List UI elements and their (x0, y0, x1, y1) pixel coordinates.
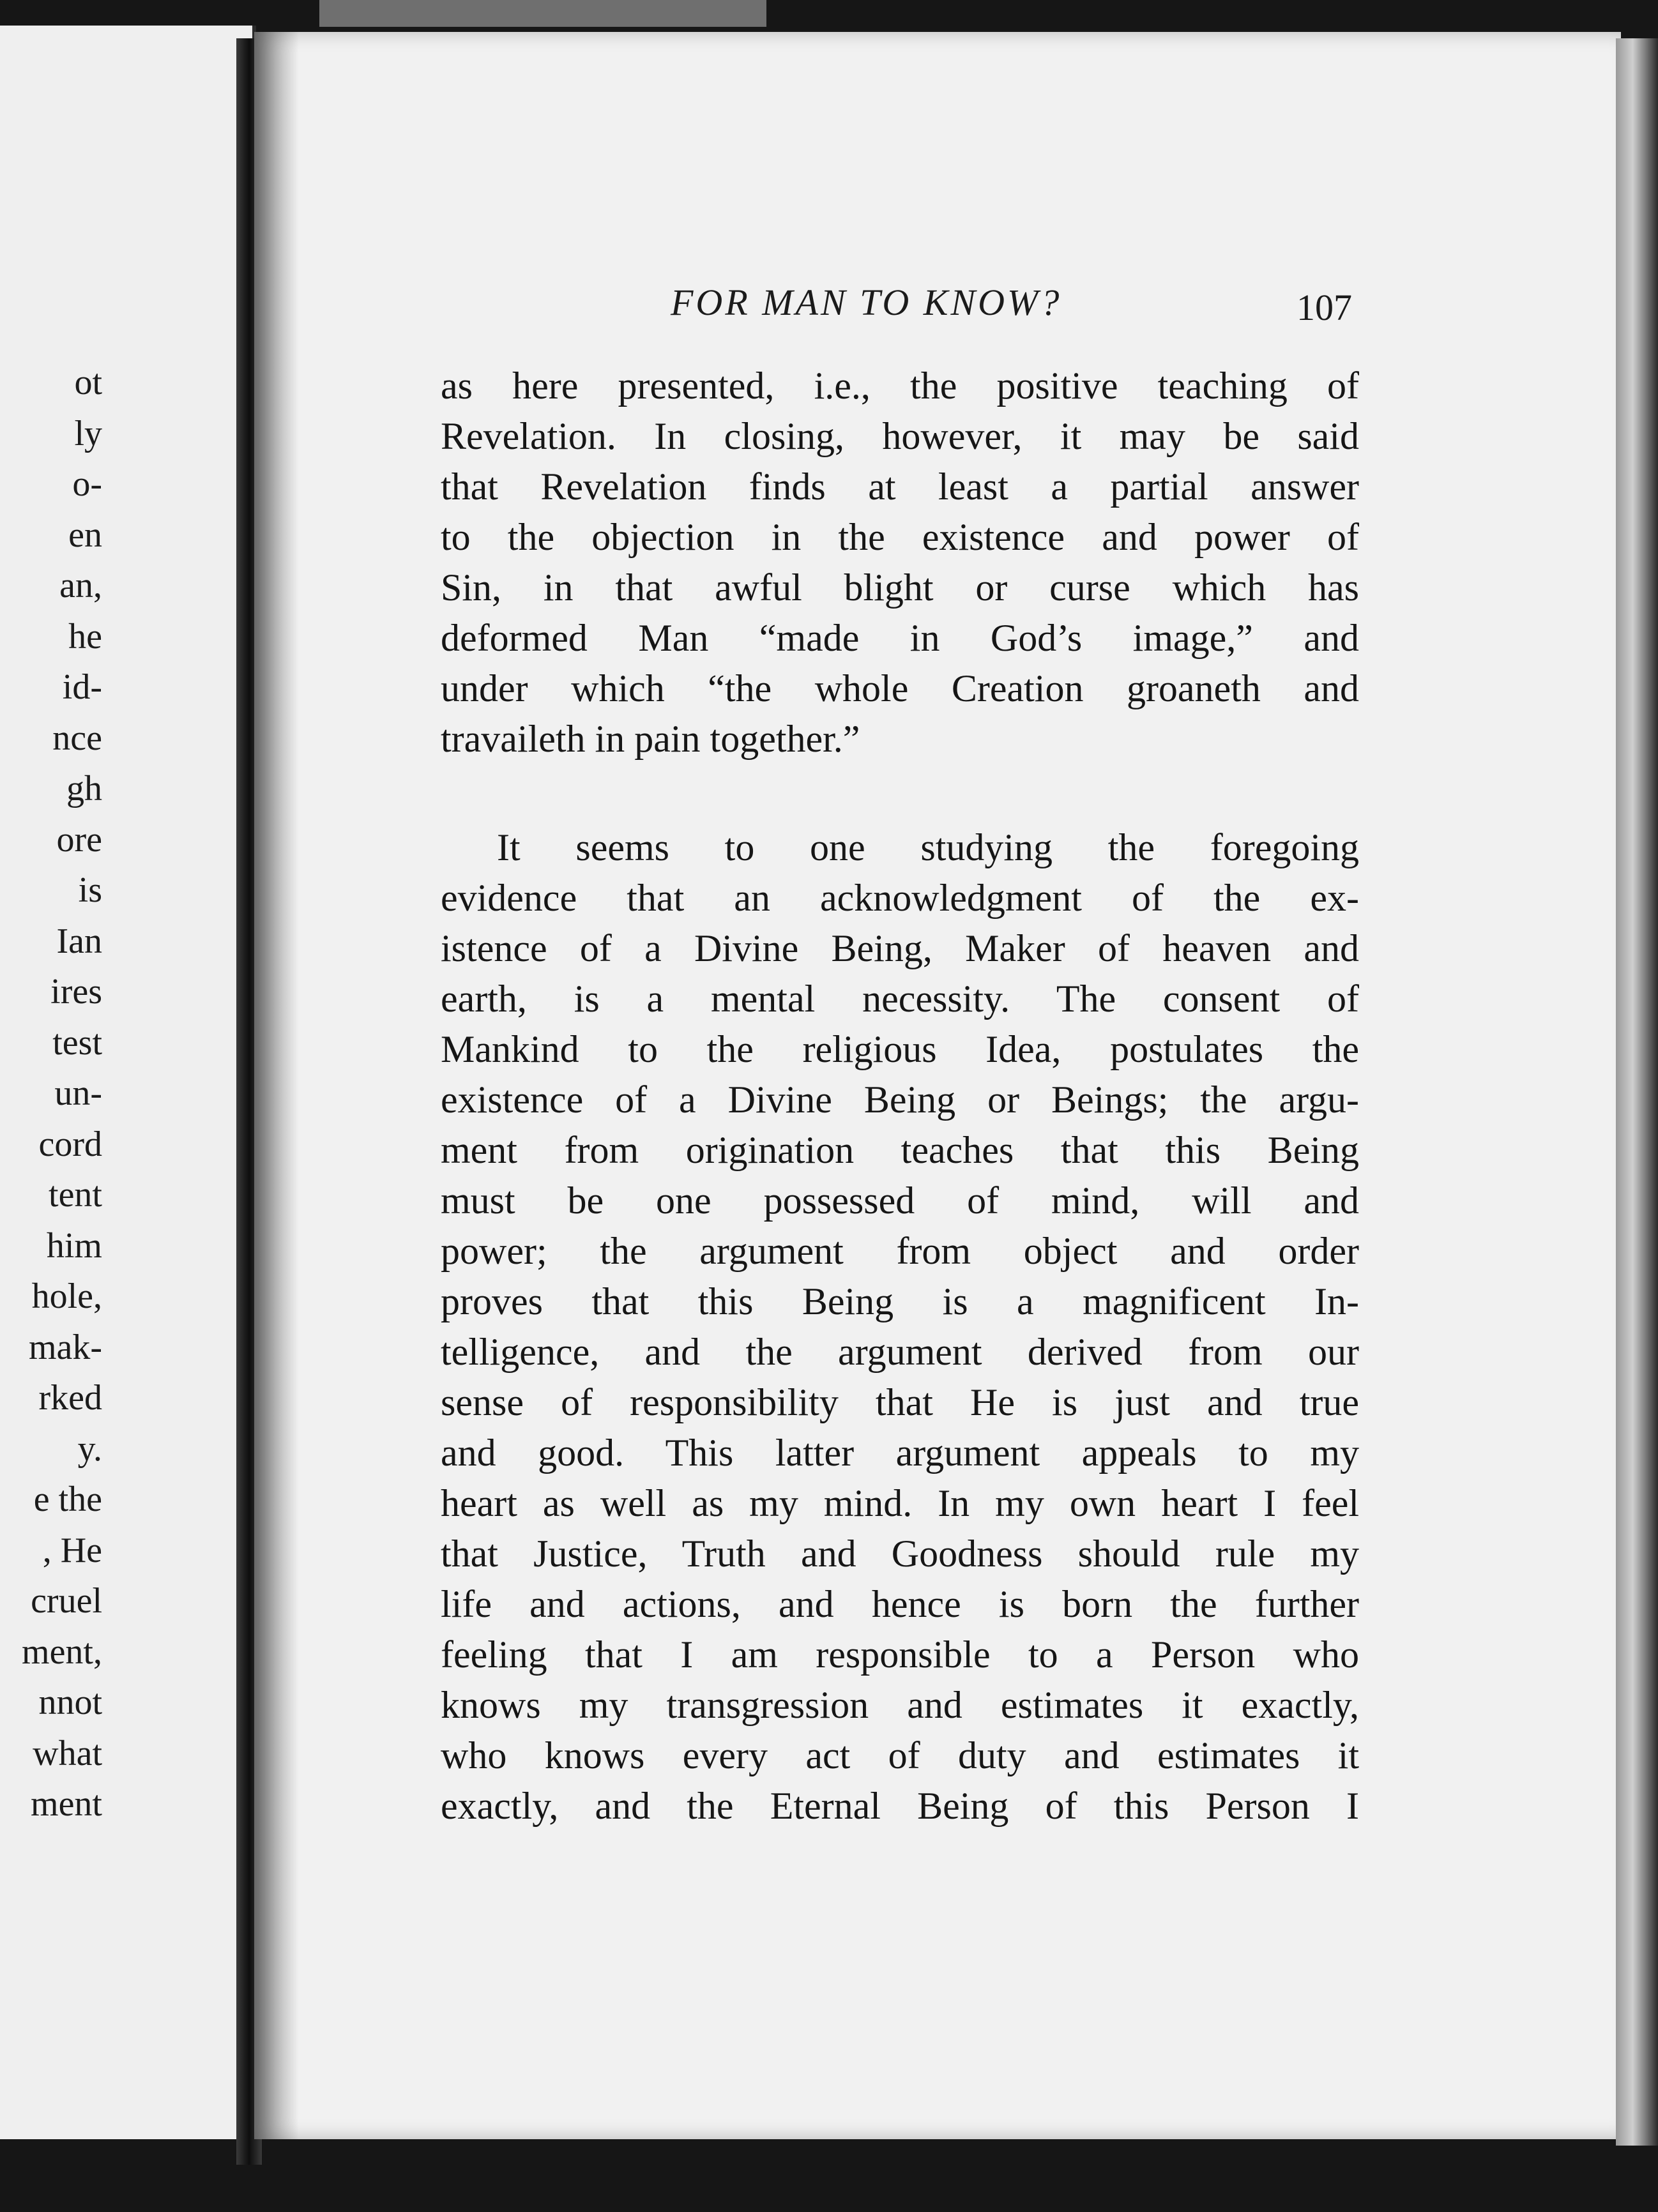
left-fragment-line: an, (59, 566, 102, 605)
left-fragment-line: , He (42, 1530, 102, 1570)
page-number: 107 (1297, 287, 1352, 328)
left-fragment-line: Ian (56, 921, 102, 961)
left-page-text-fragments (0, 358, 102, 1830)
text-line: who knows every act of duty and estimates it (441, 1734, 1359, 1776)
text-line: and good. This latter argument appeals to my (441, 1432, 1359, 1474)
text-line: exactly, and the Eternal Being of this Person I (441, 1785, 1359, 1827)
left-fragment-line: cruel (31, 1581, 102, 1621)
left-fragment-line: ment (31, 1784, 102, 1824)
left-fragment-line: gh (66, 769, 102, 808)
page-edge (1616, 38, 1658, 2146)
text-line: life and actions, and hence is born the further (441, 1583, 1359, 1625)
text-line: evidence that an acknowledgment of the ex- (441, 877, 1359, 919)
text-line: telligence, and the argument derived from our (441, 1331, 1359, 1373)
left-fragment-line: test (52, 1022, 102, 1063)
text-line: Mankind to the religious Idea, postulates the (441, 1028, 1359, 1070)
left-fragment-line: ore (56, 819, 102, 860)
left-fragment-line: nnot (38, 1683, 102, 1722)
left-page (0, 26, 256, 2139)
text-line: istence of a Divine Being, Maker of heaven and (441, 927, 1359, 969)
text-line: sense of responsibility that He is just and true (441, 1381, 1359, 1423)
left-fragment-line: un- (54, 1073, 102, 1113)
text-line: travaileth in pain together.” (441, 718, 860, 760)
left-fragment-line: cord (38, 1124, 102, 1164)
text-line: existence of a Divine Being or Beings; the argu- (441, 1079, 1359, 1121)
paragraph-2 (441, 822, 1359, 1831)
text-line: under which “the whole Creation groaneth and (441, 667, 1359, 709)
text-line: proves that this Being is a magnificent In- (441, 1280, 1359, 1322)
left-fragment-line: ly (74, 413, 102, 453)
left-fragment-line: is (78, 870, 102, 910)
text-line: knows my transgression and estimates it exactly, (441, 1684, 1359, 1726)
text-line: Sin, in that awful blight or curse which has (441, 566, 1359, 609)
text-line: It seems to one studying the foregoing (497, 826, 1359, 868)
text-line: that Revelation finds at least a partial answer (441, 466, 1359, 508)
left-fragment-line: id- (62, 667, 102, 707)
left-fragment-line: mak- (28, 1327, 102, 1367)
left-fragment-line: ot (74, 363, 102, 402)
page-fold-shadow (254, 32, 299, 2139)
left-fragment-line: nce (52, 718, 102, 758)
text-line: that Justice, Truth and Goodness should rule my (441, 1533, 1359, 1575)
left-fragment-line: y. (77, 1428, 102, 1469)
running-head: FOR MAN TO KNOW? (671, 282, 1062, 323)
left-fragment-line: he (68, 616, 102, 656)
left-fragment-line: what (33, 1733, 102, 1773)
left-fragment-line: tent (49, 1175, 102, 1215)
left-fragment-line: e the (33, 1480, 102, 1519)
left-fragment-line: ires (50, 972, 102, 1011)
left-fragment-line: him (46, 1225, 102, 1266)
left-fragment-line: ment, (22, 1632, 102, 1672)
text-line: feeling that I am responsible to a Person who (441, 1633, 1359, 1676)
text-line: to the objection in the existence and power of (441, 516, 1359, 558)
paragraph-1 (441, 361, 1359, 764)
left-fragment-line: hole, (31, 1276, 102, 1316)
text-line: heart as well as my mind. In my own heart I feel (441, 1482, 1359, 1524)
text-line: deformed Man “made in God’s image,” and (441, 617, 1359, 659)
left-fragment-line: rked (38, 1378, 102, 1418)
text-line: earth, is a mental necessity. The consent of (441, 978, 1359, 1020)
text-line: Revelation. In closing, however, it may be said (441, 415, 1359, 457)
scan-top-edge (319, 0, 766, 27)
text-line: as here presented, i.e., the positive teaching of (441, 365, 1359, 407)
text-line: must be one possessed of mind, will and (441, 1179, 1359, 1222)
left-fragment-line: o- (72, 464, 102, 504)
text-line: ment from origination teaches that this Being (441, 1129, 1359, 1171)
left-fragment-line: en (68, 515, 102, 555)
text-line: power; the argument from object and order (441, 1230, 1359, 1272)
